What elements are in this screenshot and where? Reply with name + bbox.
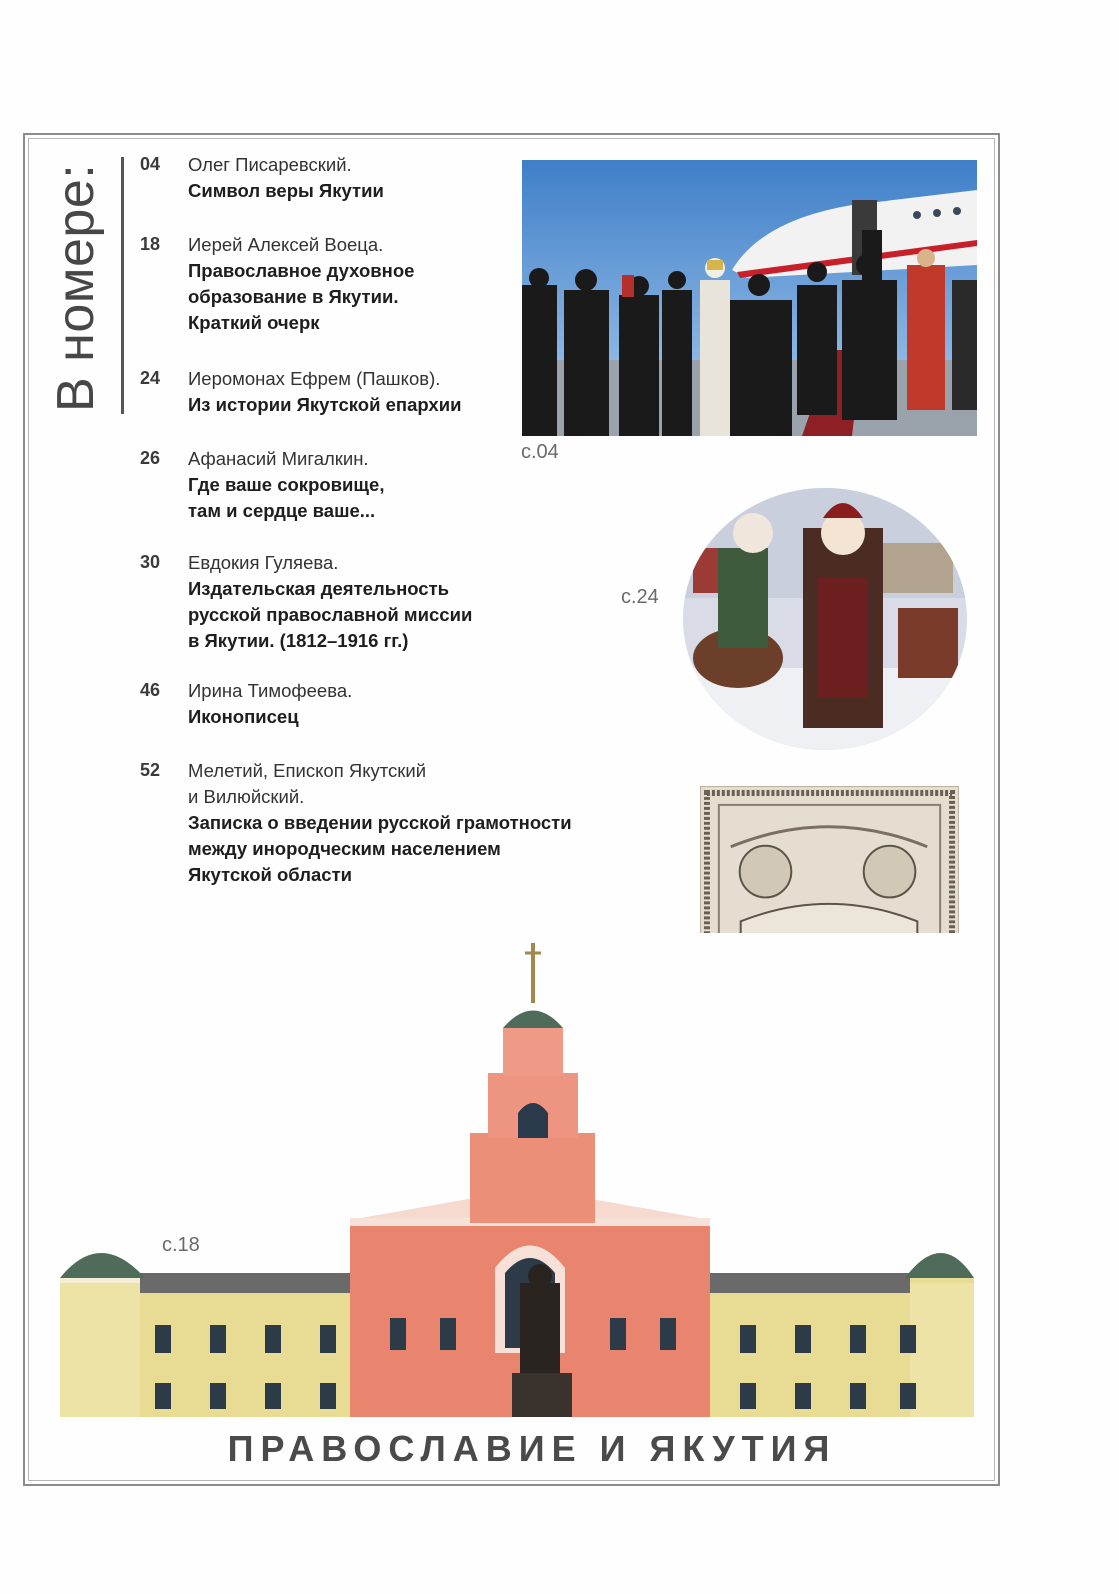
heading-rule [121,157,124,414]
toc-author: Мелетий, Епископ Якутский и Вилюйский. [188,760,427,807]
toc-author: Ирина Тимофеева. [188,680,353,701]
toc-page-number: 46 [140,680,161,700]
toc-title-line: в Якутии. (1812–1916 гг.) [188,630,409,651]
toc-title-line: между инородческим населением [188,838,501,859]
toc-author: Евдокия Гуляева. [188,552,339,573]
toc-author: Иерей Алексей Воеца. [188,234,384,255]
toc-page-number: 24 [140,368,161,388]
toc-title-line: русской православной миссии [188,604,473,625]
toc-title-line: Где ваше сокровище, [188,474,385,495]
toc-page-number: 04 [140,154,161,174]
page-ref-24: с.24 [621,586,659,608]
magazine-title-footer: ПРАВОСЛАВИЕ И ЯКУТИЯ [227,1428,837,1469]
toc-page-number: 26 [140,448,161,468]
painting-yakut-festival [683,488,967,750]
toc-author: Олег Писаревский. [188,154,352,175]
toc-title-line: Записка о введении русской грамотности [188,812,572,833]
photo-airport-arrival [522,160,977,436]
toc-title-line: образование в Якутии. [188,286,399,307]
section-heading: В номере: [47,163,105,412]
toc-title-line: Символ веры Якутии [188,180,384,201]
toc-page-number: 18 [140,234,161,254]
toc-author: Иеромонах Ефрем (Пашков). [188,368,441,389]
toc-author: Афанасий Мигалкин. [188,448,369,469]
toc-page-number: 52 [140,760,161,780]
toc-title-line: Иконописец [188,706,299,727]
toc-page-number: 30 [140,552,161,572]
toc-title-line: там и сердце ваше... [188,500,376,521]
toc-title-line: Краткий очерк [188,312,320,333]
page-ref-04: с.04 [521,441,559,463]
toc-title-line: Из истории Якутской епархии [188,394,462,415]
toc-title-line: Православное духовное [188,260,415,281]
page-ref-18: с.18 [162,1234,200,1256]
toc-title-line: Якутской области [188,864,353,885]
photo-seminary-building [50,933,974,1417]
toc-title-line: Издательская деятельность [188,578,450,599]
